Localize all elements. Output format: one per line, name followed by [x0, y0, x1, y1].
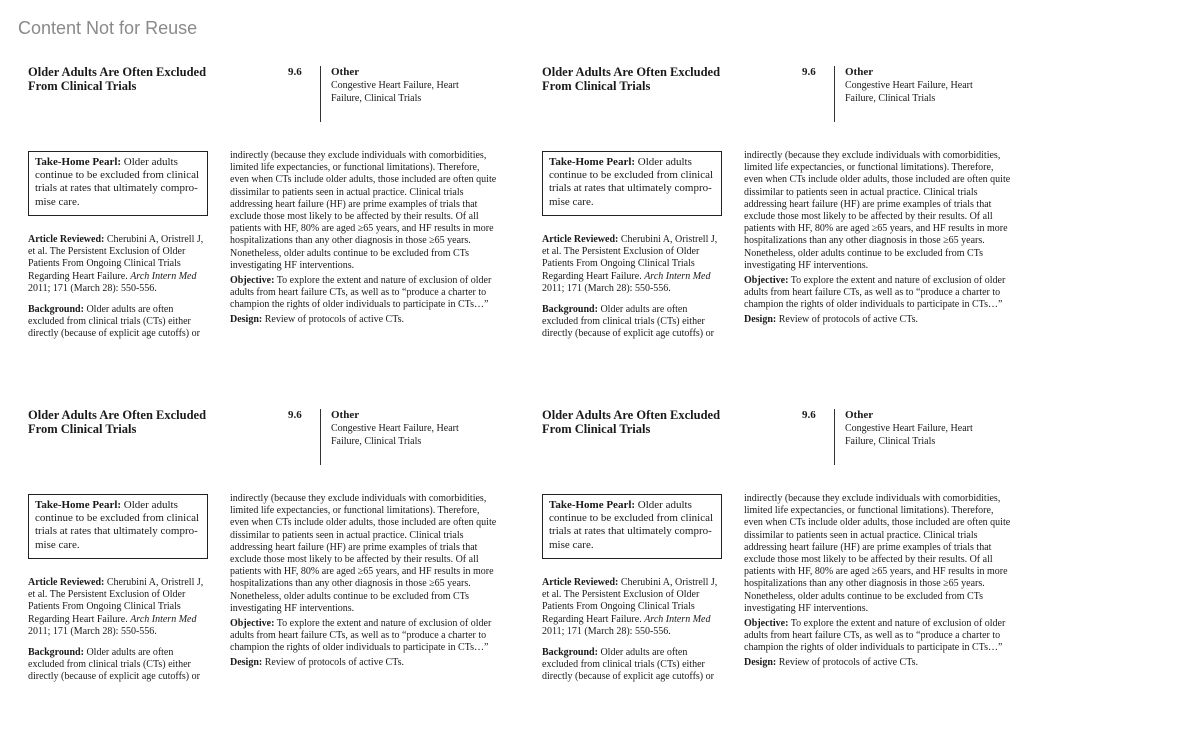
objective-section: [744, 618, 1014, 655]
section-number: 9.6: [288, 66, 302, 78]
vertical-divider: [834, 409, 835, 465]
background-label: Background:: [542, 646, 598, 658]
article-reviewed: [542, 234, 722, 295]
category-name: Other: [845, 66, 874, 78]
pearl-label: Take-Home Pearl:: [549, 156, 636, 168]
article-citation: Cherubini A, Oristrell J, et al. The Persistent Exclusion of Older Patients From Ongoing Clinical Trials Regarding Heart Failure.: [542, 234, 718, 282]
objective-label: Objective:: [230, 274, 275, 286]
background-section: [28, 647, 208, 684]
vertical-divider: [834, 66, 835, 122]
article-label: Article Reviewed:: [542, 234, 619, 245]
design-text: Review of protocols of active CTs.: [264, 314, 405, 326]
objective-section: [230, 275, 500, 312]
objective-text: To explore the extent and nature of exclusion of older adults from heart failure CTs, as well as to “produce a charter to champion the rights of older individuals to participate in CTs…”: [230, 617, 492, 654]
background-text: Older adults are often excluded from clinical trials (CTs) either directly (because of explicit age cutoffs) or: [542, 646, 714, 683]
design-label: Design:: [744, 314, 777, 326]
category-topics: Congestive Heart Failure, Heart Failure, Clinical Trials: [331, 423, 459, 447]
left-column: [542, 234, 722, 350]
design-text: Review of protocols of active CTs.: [778, 314, 919, 326]
take-home-pearl-box: [542, 151, 722, 216]
background-text: Older adults are often excluded from clinical trials (CTs) either directly (because of explicit age cutoffs) or: [542, 303, 714, 340]
vertical-divider: [320, 409, 321, 465]
design-section: [744, 314, 1014, 326]
category-name: Other: [845, 409, 874, 421]
take-home-pearl-box: [28, 151, 208, 216]
article-title: Older Adults Are Often Excluded From Clinical Trials: [542, 65, 721, 93]
article-date: 2011; 171 (March 28): 550-556.: [28, 625, 157, 637]
objective-text: To explore the extent and nature of exclusion of older adults from heart failure CTs, as well as to “produce a charter to champion the rights of older individuals to participate in CTs…”: [744, 617, 1006, 654]
background-label: Background:: [542, 303, 598, 315]
left-column: [28, 234, 208, 350]
category-block: [845, 409, 995, 448]
page-thumbnail-1: [28, 66, 504, 366]
continuation-text: indirectly (because they exclude individuals with comorbidities, limited life expectancies, or functional limitations). Therefore, even when CTs include older adults, those included are often quite dissimilar to patients seen in actual practice. Clinical trials addressing heart failure (HF) are prime examples of trials that exclude those most likely to be affected by their results. Of all patients with HF, 80% are aged ≥65 years, and HF results in more hospitalizations than any other diagnosis in those ≥65 years. Nonetheless, older adults continue to be excluded from CTs investigating HF interventions.: [230, 150, 497, 271]
pearl-label: Take-Home Pearl:: [35, 156, 122, 168]
design-label: Design:: [230, 657, 263, 669]
right-column: [744, 493, 1014, 673]
design-text: Review of protocols of active CTs.: [264, 657, 405, 669]
objective-text: To explore the extent and nature of exclusion of older adults from heart failure CTs, as well as to “produce a charter to champion the rights of older individuals to participate in CTs…”: [744, 274, 1006, 311]
design-section: [230, 657, 500, 669]
design-section: [744, 657, 1014, 669]
pearl-text: Older adults continue to be excluded from clinical trials at rates that ultimately compro-mise care.: [35, 499, 200, 551]
page-thumbnail-2: [542, 66, 1018, 366]
take-home-pearl-box: [28, 494, 208, 559]
pearl-text: Older adults continue to be excluded from clinical trials at rates that ultimately compro-mise care.: [549, 156, 714, 208]
category-name: Other: [331, 66, 360, 78]
continuation-text: indirectly (because they exclude individuals with comorbidities, limited life expectancies, or functional limitations). Therefore, even when CTs include older adults, those included are often quite dissimilar to patients seen in actual practice. Clinical trials addressing heart failure (HF) are prime examples of trials that exclude those most likely to be affected by their results. Of all patients with HF, 80% are aged ≥65 years, and HF results in more hospitalizations than any other diagnosis in those ≥65 years. Nonetheless, older adults continue to be excluded from CTs investigating HF interventions.: [230, 493, 497, 614]
design-text: Review of protocols of active CTs.: [778, 657, 919, 669]
right-column: [744, 150, 1014, 330]
category-topics: Congestive Heart Failure, Heart Failure, Clinical Trials: [845, 80, 973, 104]
objective-text: To explore the extent and nature of exclusion of older adults from heart failure CTs, as well as to “produce a charter to champion the rights of older individuals to participate in CTs…”: [230, 274, 492, 311]
pearl-label: Take-Home Pearl:: [35, 499, 122, 511]
background-text: Older adults are often excluded from clinical trials (CTs) either directly (because of explicit age cutoffs) or: [28, 646, 200, 683]
take-home-pearl-box: [542, 494, 722, 559]
background-label: Background:: [28, 646, 84, 658]
background-section: [28, 304, 208, 341]
pearl-text: Older adults continue to be excluded from clinical trials at rates that ultimately compro-mise care.: [549, 499, 714, 551]
article-citation: Cherubini A, Oristrell J, et al. The Persistent Exclusion of Older Patients From Ongoing Clinical Trials Regarding Heart Failure.: [542, 577, 718, 625]
article-journal: Arch Intern Med: [130, 270, 197, 282]
pearl-label: Take-Home Pearl:: [549, 499, 636, 511]
category-block: [845, 66, 995, 105]
section-number: 9.6: [288, 409, 302, 421]
page-thumbnail-4: [542, 409, 1018, 709]
background-text: Older adults are often excluded from clinical trials (CTs) either directly (because of explicit age cutoffs) or: [28, 303, 200, 340]
objective-section: [744, 275, 1014, 312]
article-label: Article Reviewed:: [28, 577, 105, 588]
article-title: Older Adults Are Often Excluded From Clinical Trials: [28, 408, 207, 436]
background-section: [542, 304, 722, 341]
vertical-divider: [320, 66, 321, 122]
article-citation: Cherubini A, Oristrell J, et al. The Persistent Exclusion of Older Patients From Ongoing Clinical Trials Regarding Heart Failure.: [28, 577, 204, 625]
design-section: [230, 314, 500, 326]
article-journal: Arch Intern Med: [644, 270, 711, 282]
objective-label: Objective:: [230, 617, 275, 629]
article-date: 2011; 171 (March 28): 550-556.: [28, 282, 157, 294]
left-column: [28, 577, 208, 693]
objective-section: [230, 618, 500, 655]
continuation-text: indirectly (because they exclude individuals with comorbidities, limited life expectancies, or functional limitations). Therefore, even when CTs include older adults, those included are often quite dissimilar to patients seen in actual practice. Clinical trials addressing heart failure (HF) are prime examples of trials that exclude those most likely to be affected by their results. Of all patients with HF, 80% are aged ≥65 years, and HF results in more hospitalizations than any other diagnosis in those ≥65 years. Nonetheless, older adults continue to be excluded from CTs investigating HF interventions.: [744, 493, 1011, 614]
design-label: Design:: [230, 314, 263, 326]
category-block: [331, 66, 481, 105]
article-journal: Arch Intern Med: [130, 613, 197, 625]
article-date: 2011; 171 (March 28): 550-556.: [542, 625, 671, 637]
background-section: [542, 647, 722, 684]
objective-label: Objective:: [744, 274, 789, 286]
objective-label: Objective:: [744, 617, 789, 629]
watermark: Content Not for Reuse: [18, 18, 198, 38]
background-label: Background:: [28, 303, 84, 315]
article-title: Older Adults Are Often Excluded From Clinical Trials: [542, 408, 721, 436]
category-name: Other: [331, 409, 360, 421]
category-topics: Congestive Heart Failure, Heart Failure, Clinical Trials: [845, 423, 973, 447]
section-number: 9.6: [802, 409, 816, 421]
page-thumbnail-3: [28, 409, 504, 709]
article-reviewed: [28, 577, 208, 638]
article-reviewed: [28, 234, 208, 295]
article-journal: Arch Intern Med: [644, 613, 711, 625]
category-block: [331, 409, 481, 448]
article-date: 2011; 171 (March 28): 550-556.: [542, 282, 671, 294]
section-number: 9.6: [802, 66, 816, 78]
article-title: Older Adults Are Often Excluded From Clinical Trials: [28, 65, 207, 93]
pearl-text: Older adults continue to be excluded from clinical trials at rates that ultimately compro-mise care.: [35, 156, 200, 208]
design-label: Design:: [744, 657, 777, 669]
article-citation: Cherubini A, Oristrell J, et al. The Persistent Exclusion of Older Patients From Ongoing Clinical Trials Regarding Heart Failure.: [28, 234, 204, 282]
right-column: [230, 493, 500, 673]
article-label: Article Reviewed:: [28, 234, 105, 245]
category-topics: Congestive Heart Failure, Heart Failure, Clinical Trials: [331, 80, 459, 104]
left-column: [542, 577, 722, 693]
article-label: Article Reviewed:: [542, 577, 619, 588]
continuation-text: indirectly (because they exclude individuals with comorbidities, limited life expectancies, or functional limitations). Therefore, even when CTs include older adults, those included are often quite dissimilar to patients seen in actual practice. Clinical trials addressing heart failure (HF) are prime examples of trials that exclude those most likely to be affected by their results. Of all patients with HF, 80% are aged ≥65 years, and HF results in more hospitalizations than any other diagnosis in those ≥65 years. Nonetheless, older adults continue to be excluded from CTs investigating HF interventions.: [744, 150, 1011, 271]
article-reviewed: [542, 577, 722, 638]
right-column: [230, 150, 500, 330]
